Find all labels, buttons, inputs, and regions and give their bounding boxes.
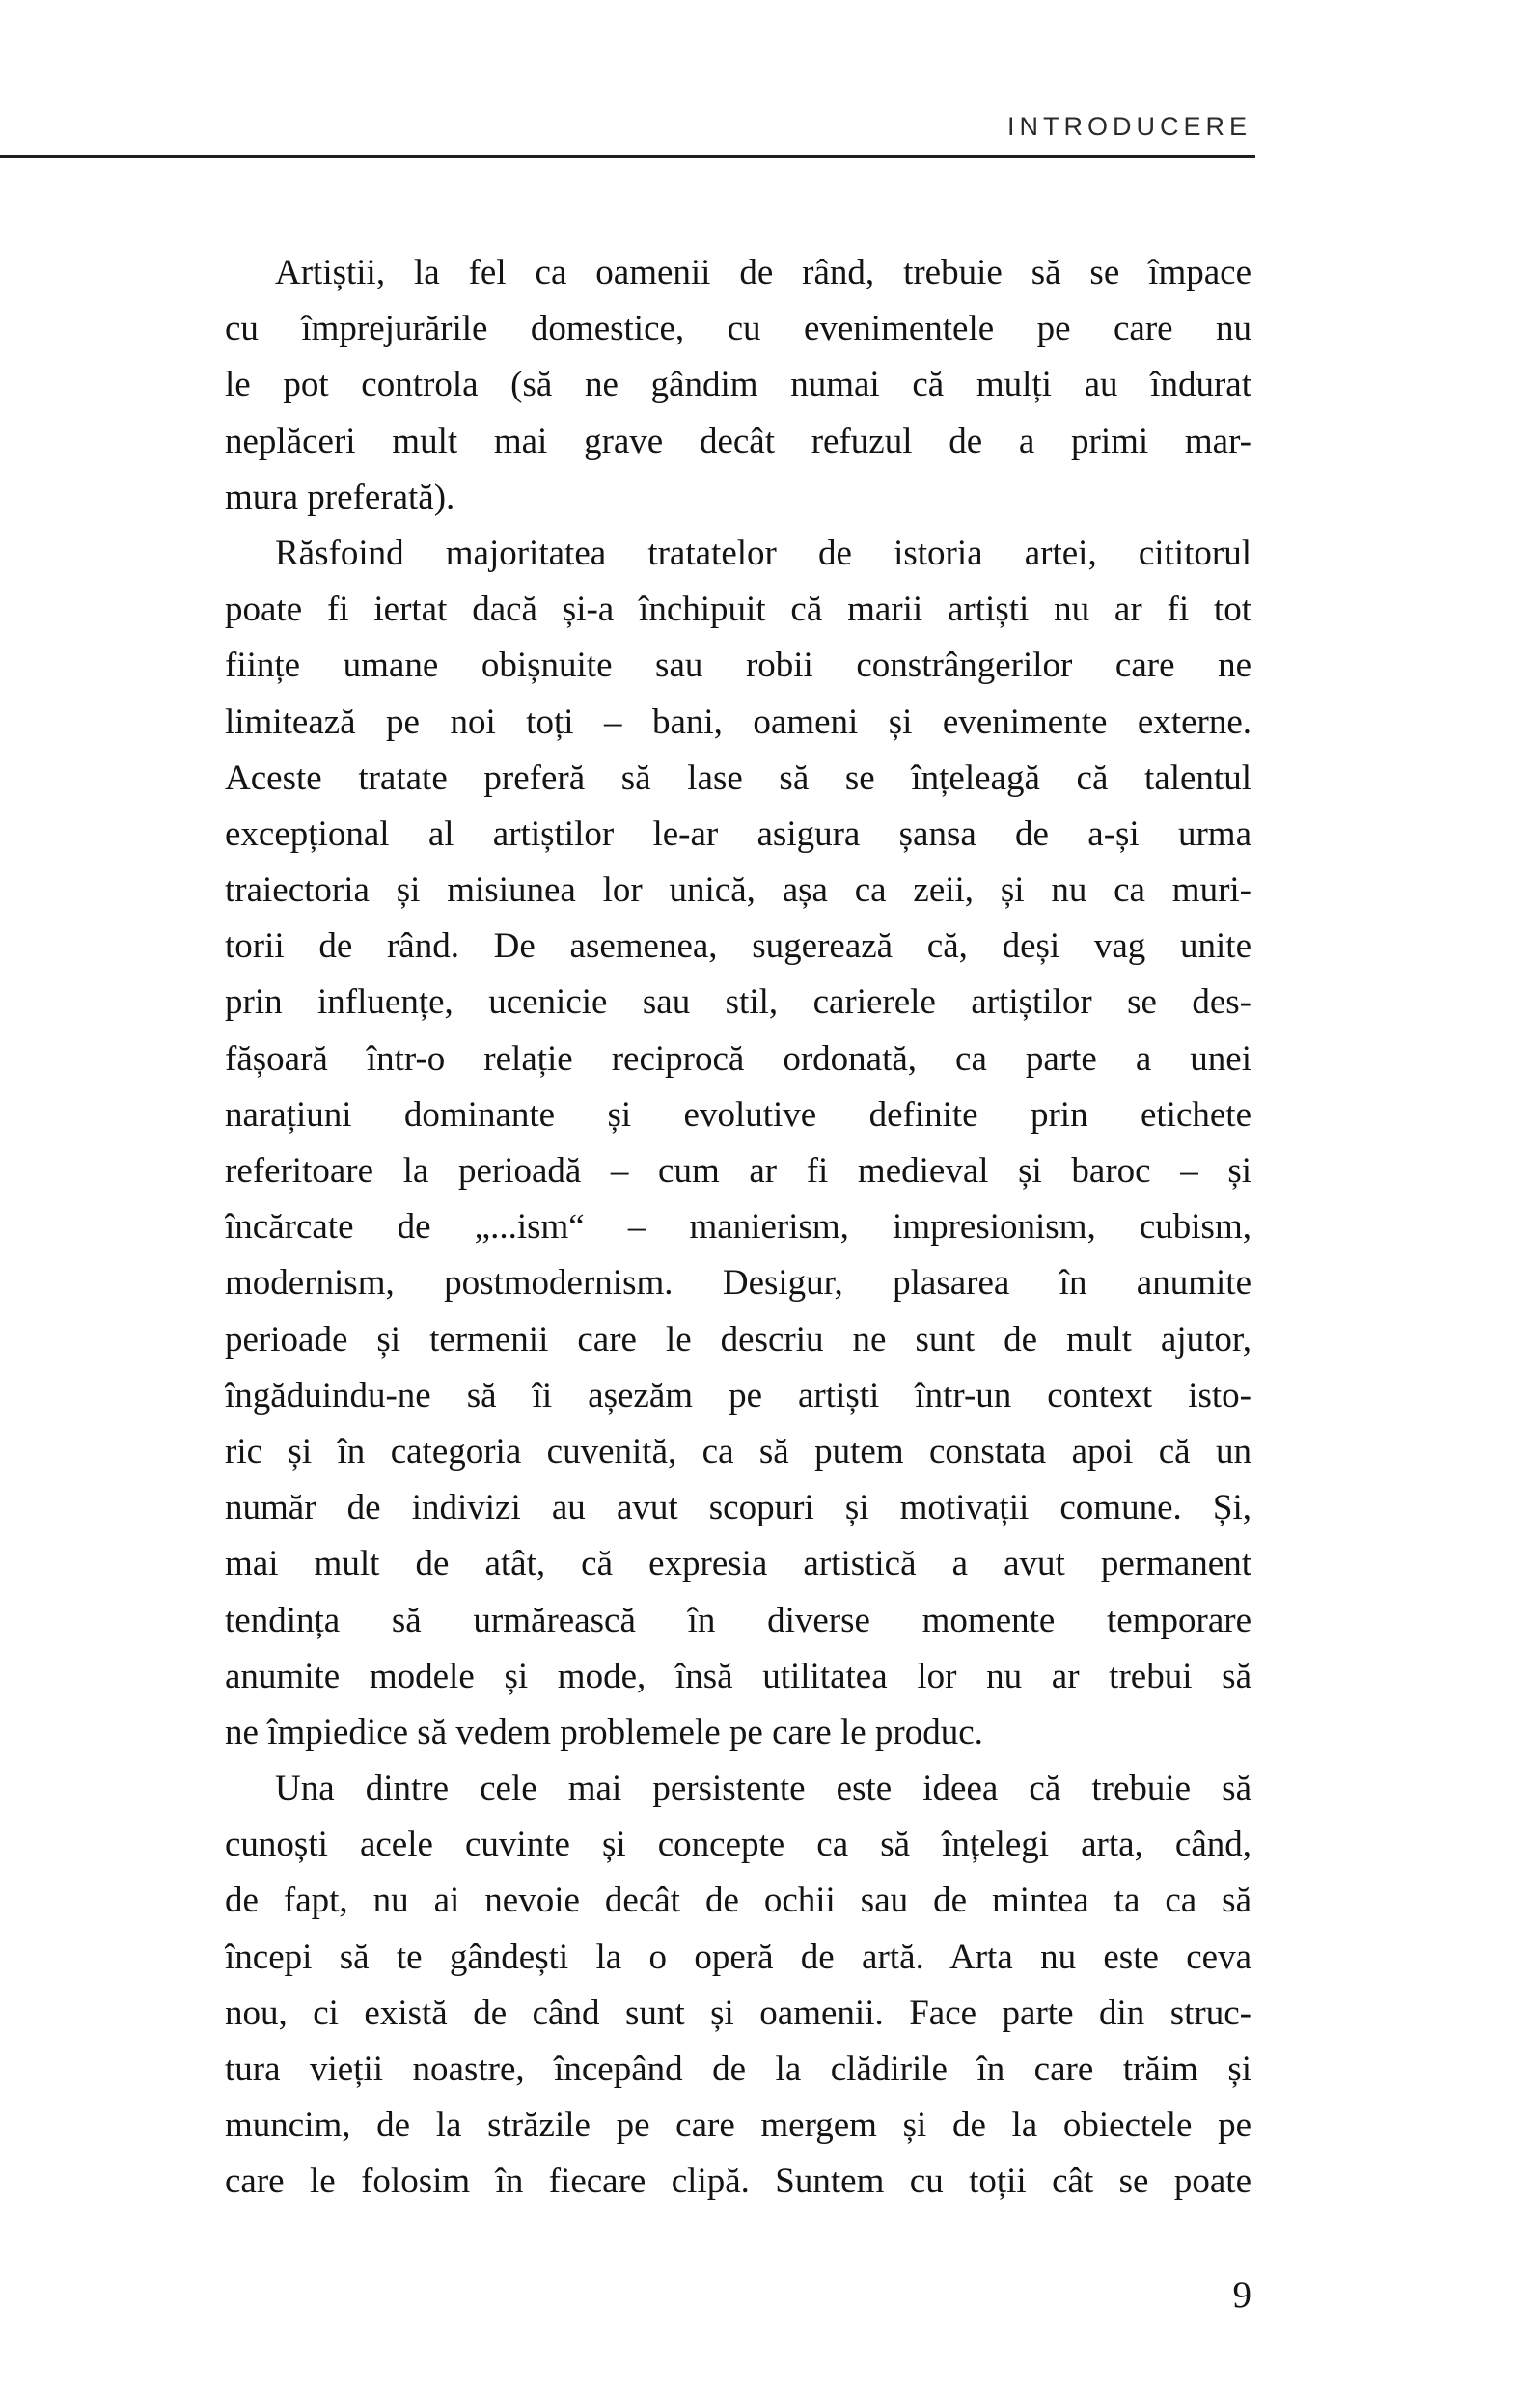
- text-line: număr de indivizi au avut scopuri și motivații comune. Și,: [225, 1488, 1251, 1528]
- text-line: ființe umane obișnuite sau robii constrângerilor care ne: [225, 646, 1251, 686]
- paragraph: [225, 245, 1251, 526]
- running-header-title: INTRODUCERE: [1006, 112, 1251, 141]
- text-line: narațiuni dominante și evolutive definite prin etichete: [225, 1094, 1251, 1135]
- text-line: nou, ci există de când sunt și oamenii. Face parte din struc-: [225, 1993, 1251, 2033]
- header-rule-divider: [0, 155, 1255, 158]
- text-line: începi să te gândești la o operă de artă. Arta nu este ceva: [225, 1937, 1251, 1977]
- text-line: anumite modele și mode, însă utilitatea lor nu ar trebui să: [225, 1656, 1251, 1696]
- text-line: referitoare la perioadă – cum ar fi medieval și baroc – și: [225, 1151, 1251, 1191]
- text-line: excepțional al artiștilor le-ar asigura șansa de a-și urma: [225, 813, 1251, 854]
- text-line: cu împrejurările domestice, cu evenimentele pe care nu: [225, 309, 1251, 349]
- text-line: ric și în categoria cuvenită, ca să putem constata apoi că un: [225, 1431, 1251, 1471]
- text-line: torii de rând. De asemenea, sugerează că, deși vag unite: [225, 926, 1251, 967]
- text-line: fășoară într-o relație reciprocă ordonată, ca parte a unei: [225, 1038, 1251, 1079]
- paragraph: [225, 1761, 1251, 2211]
- text-line: mai mult de atât, că expresia artistică a avut permanent: [225, 1544, 1251, 1584]
- text-line: cunoști acele cuvinte și concepte ca să înțelegi arta, când,: [225, 1825, 1251, 1865]
- text-line: Răsfoind majoritatea tratatelor de istoria artei, cititorul: [275, 533, 1251, 573]
- paragraph: [225, 526, 1251, 1761]
- text-line: Aceste tratate preferă să lase să se înțeleagă că talentul: [225, 757, 1251, 798]
- text-line: limitează pe noi toți – bani, oameni și evenimente externe.: [225, 701, 1251, 742]
- text-line: le pot controla (să ne gândim numai că mulți au îndurat: [225, 365, 1251, 405]
- text-line: poate fi iertat dacă și-a închipuit că marii artiști nu ar fi tot: [225, 590, 1251, 630]
- text-line: de fapt, nu ai nevoie decât de ochii sau de mintea ta ca să: [225, 1881, 1251, 1921]
- page-number: 9: [1232, 2274, 1251, 2316]
- text-line: încărcate de „...ism“ – manierism, impresionism, cubism,: [225, 1207, 1251, 1248]
- text-line: ne împiedice să vedem problemele pe care le produc.: [225, 1712, 983, 1752]
- text-line: tura vieții noastre, începând de la clădirile în care trăim și: [225, 2049, 1251, 2089]
- text-line: traiectoria și misiunea lor unică, așa ca zeii, și nu ca muri-: [225, 870, 1251, 911]
- text-line: mura preferată).: [225, 477, 455, 517]
- text-line: neplăceri mult mai grave decât refuzul de a primi mar-: [225, 421, 1251, 461]
- text-line: care le folosim în fiecare clipă. Suntem cu toții cât se poate: [225, 2161, 1251, 2202]
- text-line: muncim, de la străzile pe care mergem și de la obiectele pe: [225, 2105, 1251, 2146]
- text-line: prin influențe, ucenicie sau stil, carierele artiștilor se des-: [225, 982, 1251, 1023]
- text-line: perioade și termenii care le descriu ne sunt de mult ajutor,: [225, 1319, 1251, 1360]
- text-line: Una dintre cele mai persistente este ideea că trebuie să: [275, 1769, 1251, 1809]
- text-line: Artiștii, la fel ca oamenii de rând, trebuie să se împace: [275, 253, 1251, 292]
- body-text: [225, 245, 1251, 2211]
- text-line: modernism, postmodernism. Desigur, plasarea în anumite: [225, 1263, 1251, 1304]
- text-line: îngăduindu-ne să îi așezăm pe artiști într-un context isto-: [225, 1375, 1251, 1416]
- text-line: tendința să urmărească în diverse momente temporare: [225, 1600, 1251, 1640]
